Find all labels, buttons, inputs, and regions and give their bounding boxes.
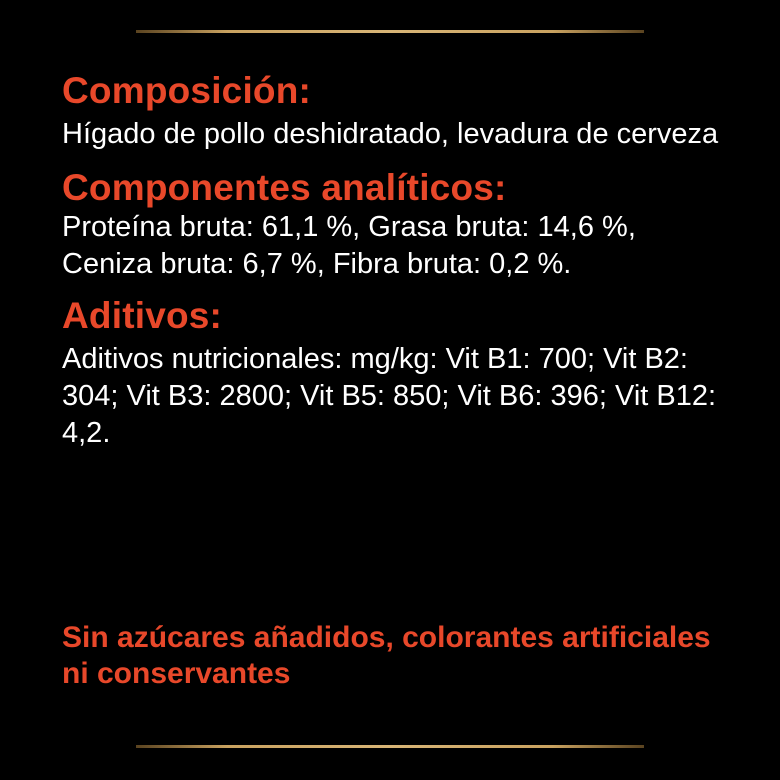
additives-text: Aditivos nutricionales: mg/kg: Vit B1: 700; Vit B2: 304; Vit B3: 2800; Vit B5: 850; Vit B6: 396; Vit B12: 4,2. — [62, 343, 717, 449]
analytical-heading: Componentes analíticos: — [62, 167, 507, 208]
label-content — [62, 70, 742, 452]
top-gold-divider — [136, 30, 644, 33]
analytical-line-1: Proteína bruta: 61,1 %, Grasa bruta: 14,6 %, — [62, 211, 636, 243]
additives-heading: Aditivos: — [62, 295, 223, 336]
bottom-gold-divider — [136, 745, 644, 748]
analytical-text — [62, 209, 742, 283]
composition-text: Hígado de pollo deshidratado, levadura de cerveza — [62, 118, 719, 150]
analytical-line-2: Ceniza bruta: 6,7 %, Fibra bruta: 0,2 %. — [62, 248, 572, 280]
composition-heading: Composición: — [62, 70, 312, 111]
no-additives-note: Sin azúcares añadidos, colorantes artificiales ni conservantes — [62, 621, 711, 690]
